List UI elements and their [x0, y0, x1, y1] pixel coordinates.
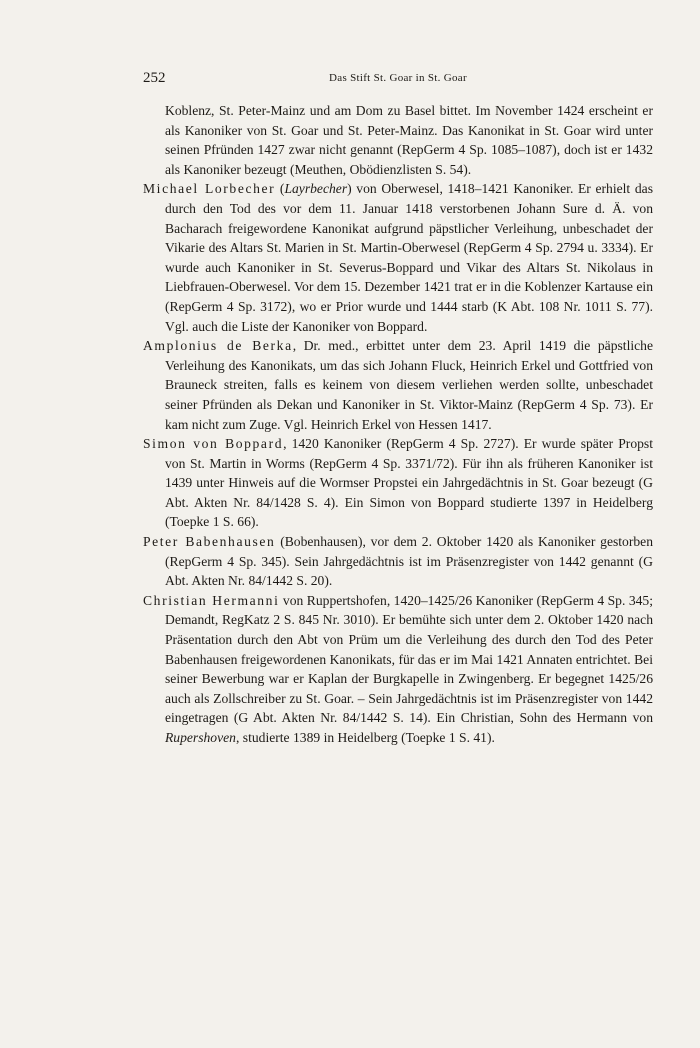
running-head: Das Stift St. Goar in St. Goar [329, 72, 467, 84]
entry-name: Christian Hermanni [143, 592, 280, 608]
entry-italic-text: Rupershoven [165, 730, 236, 745]
entry-name: Simon von Boppard [143, 436, 284, 452]
body-text [143, 101, 653, 748]
entry-peter-babenhausen [143, 532, 653, 591]
entry-text: Koblenz, St. Peter-Mainz und am Dom zu Basel bittet. Im November 1424 erscheint er als Kanoniker von St. Goar und St. Peter-Mainz. Das Kanonikat in St. Goar wird unter seinen Pfründen 1427 zwar nicht genannt (RepGerm 4 Sp. 1085–1087), doch ist er 1432 als Kanoniker bezeugt (Meuthen, Obödienzlisten S. 54). [165, 103, 653, 177]
entry-text: , Dr. med., erbittet unter dem 23. April 1419 die päpstliche Verleihung des Kanonikats, um das sich Johann Fluck, Heinrich Erkel und Gottfried von Brauneck streiten, falls es keinem von diesem verliehen werden sollte, unbeschadet seiner Pfründen als Dekan und Kanoniker in St. Viktor-Mainz (RepGerm 4 Sp. 73). Er kam nicht zum Zuge. Vgl. Heinrich Erkel von Hessen 1417. [165, 338, 653, 432]
entry-continuation [143, 101, 653, 179]
entry-name: Peter Babenhausen [143, 534, 276, 550]
entry-text: von Ruppertshofen, 1420–1425/26 Kanoniker (RepGerm 4 Sp. 345; Demandt, RegKatz 2 S. 845 Nr. 3010). Er bemühte sich unter dem 2. Oktober 1420 nach Präsentation durch den Abt von Prüm um die Verleihung des durch den Tod des Peter Babenhausen freigewordenen Kanonikats, für das er im Mai 1421 Annaten entrichtet. Bei seiner Bewerbung war er Kaplan der Burgkapelle in Zwingenberg. Er begegnet 1425/26 auch als Zollschreiber zu St. Goar. – Sein Jahrgedächtnis ist im Präsenzregister von 1442 eingetragen (G Abt. Akten Nr. 84/1442 S. 14). Ein Christian, Sohn des Hermann von [165, 592, 653, 726]
entry-simon-von-boppard [143, 434, 653, 532]
entry-italic-text: Layrbecher [284, 181, 348, 197]
entry-text: ) von Oberwesel, 1418–1421 Kanoniker. Er erhielt das durch den Tod des vor dem 11. Januar 1418 verstorbenen Johann Sure d. Ä. von Bacharach freigewordene Kanonikat aufgrund päpstlicher Verleihung, unbeschadet der Vikarie des Altars St. Marien in St. Martin-Oberwesel (RepGerm 4 Sp. 2794 u. 3334). Er wurde auch Kanoniker in St. Severus-Boppard und Vikar des Altars St. Nikolaus in Liebfrauen-Oberwesel. Vor dem 15. Dezember 1421 trat er in die Koblenzer Kartause ein (RepGerm 4 Sp. 3172), wo er Prior wurde und 1444 starb (K Abt. 108 Nr. 1011 S. 77). Vgl. auch die Liste der Kanoniker von Boppard. [165, 181, 653, 334]
entry-amplonius-de-berka [143, 336, 653, 434]
page-number: 252 [143, 70, 166, 86]
entry-text: , studierte 1389 in Heidelberg (Toepke 1 S. 41). [235, 730, 495, 745]
entry-name: Michael Lorbecher [143, 181, 276, 197]
page-header [143, 70, 653, 92]
entry-text: (Bobenhausen), vor dem 2. Oktober 1420 als Kanoniker gestorben (RepGerm 4 Sp. 345). Sein Jahrgedächtnis ist im Präsenzregister von 1442 genannt (G Abt. Akten Nr. 84/1442 S. 20). [165, 534, 653, 589]
entry-text: ( [275, 181, 285, 197]
entry-name: Amplonius de Berka [143, 338, 293, 354]
entry-text: , 1420 Kanoniker (RepGerm 4 Sp. 2727). Er wurde später Propst von St. Martin in Worms (RepGerm 4 Sp. 3371/72). Für ihn als früheren Kanoniker ist 1439 unter Hinweis auf die Wormser Propstei ein Jahrgedächtnis in St. Goar bezeugt (G Abt. Akten Nr. 84/1428 S. 4). Ein Simon von Boppard studierte 1397 in Heidelberg (Toepke 1 S. 66). [165, 436, 653, 530]
entry-christian-hermanni [143, 591, 653, 748]
entry-michael-lorbecher [143, 179, 653, 336]
